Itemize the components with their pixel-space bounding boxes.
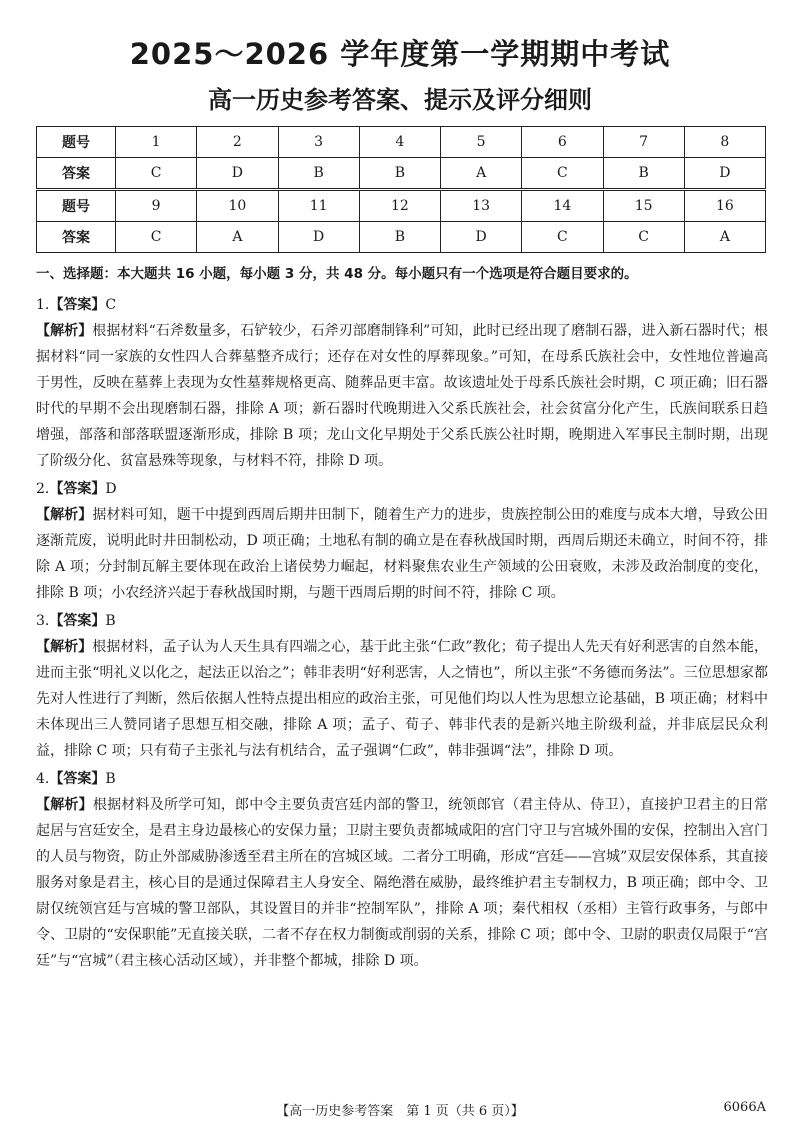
table-cell: B	[359, 158, 440, 190]
table-cell: C	[116, 158, 197, 190]
question-number: 2.	[36, 481, 50, 497]
table-cell: D	[278, 222, 359, 253]
table-cell: A	[684, 222, 765, 253]
table-cell: B	[603, 158, 684, 190]
table-cell: 8	[684, 127, 765, 158]
answer-letter: C	[105, 297, 117, 313]
answer-tag: 【答案】	[49, 481, 106, 497]
answer-letter: D	[105, 481, 117, 497]
table-cell: 9	[116, 190, 197, 222]
answer-letter: B	[105, 771, 116, 787]
table-row-answers-1	[37, 158, 766, 190]
question-number: 4.	[36, 771, 50, 787]
section-heading: 一、选择题：本大题共 16 小题，每小题 3 分，共 48 分。每小题只有一个选项是符合题目要求的。	[36, 266, 638, 282]
table-cell: 10	[197, 190, 278, 222]
table-cell: D	[197, 158, 278, 190]
table-cell: C	[522, 222, 603, 253]
table-cell: 15	[603, 190, 684, 222]
question-answer-line	[36, 292, 768, 318]
table-cell: 2	[197, 127, 278, 158]
document-code: 6066A	[723, 1100, 766, 1115]
page-subtitle: 高一历史参考答案、提示及评分细则	[208, 86, 592, 114]
table-cell: 3	[278, 127, 359, 158]
table-cell: 7	[603, 127, 684, 158]
answer-tag: 【答案】	[49, 771, 106, 787]
question-number: 1.	[36, 297, 50, 313]
answer-tag: 【答案】	[49, 297, 106, 313]
question-answer-line	[36, 608, 768, 634]
table-row-answers-2	[37, 222, 766, 253]
analysis-tag: 【解析】	[36, 507, 93, 523]
table-row-numbers-2	[37, 190, 766, 222]
analysis-text: 据材料可知，题干中提到西周后期井田制下，随着生产力的进步，贵族控制公田的难度与成本大增，导致公田逐渐荒废，说明此时井田制松动，D 项正确；土地私有制的确立是在春秋战国时期，西周后期还未确立，时间不符，排除 A 项；分封制瓦解主要体现在政治上诸侯势力崛起，材料聚焦农业生产领域的公田衰败，未涉及政治制度的变化，排除 B 项；小农经济兴起于春秋战国时期，与题干西周后期的时间不符，排除 C 项。	[36, 507, 769, 601]
page-title: 2025～2026 学年度第一学期期中考试	[129, 37, 671, 71]
table-cell: D	[684, 158, 765, 190]
question-answer-line	[36, 476, 768, 502]
answer-tag: 【答案】	[49, 613, 106, 629]
table-cell: 1	[116, 127, 197, 158]
analysis-text: 根据材料及所学可知，郎中令主要负责宫廷内部的警卫，统领郎官（君主侍从、侍卫），直接护卫君主的日常起居与宫廷安全，是君主身边最核心的安保力量；卫尉主要负责都城咸阳的宫门守卫与宫城外围的安保，控制出入宫门的人员与物资，防止外部威胁渗透至君主所在的宫城区域。二者分工明确，形成“宫廷——宫城”双层安保体系，其直接服务对象是君主，核心目的是通过保障君主人身安全、隔绝潜在威胁，最终维护君主专制权力，B 项正确；郎中令、卫尉仅统领宫廷与宫城的警卫部队，其设置目的并非“控制军队”，排除 A 项；秦代相权（丞相）主管行政事务，与郎中令、卫尉的“安保职能”无直接关联，二者不存在权力制衡或削弱的关系，排除 C 项；郎中令、卫尉的职责仅局限于“宫廷”与“宫城”（君主核心活动区域），并非整个都城，排除 D 项。	[36, 797, 769, 969]
table-cell: C	[603, 222, 684, 253]
question-answer-line	[36, 766, 768, 792]
table-cell: 4	[359, 127, 440, 158]
question-analysis	[36, 318, 768, 474]
table-cell: B	[359, 222, 440, 253]
table-cell: B	[278, 158, 359, 190]
table-cell: 11	[278, 190, 359, 222]
table-cell: 16	[684, 190, 765, 222]
label-number: 题号	[37, 190, 116, 222]
table-cell: 14	[522, 190, 603, 222]
analysis-text: 根据材料，孟子认为人天生具有四端之心，基于此主张“仁政”教化；荀子提出人先天有好利恶害的自然本能，进而主张“明礼义以化之，起法正以治之”；韩非表明“好利恶害，人之情也”，所以主张“不务德而务法”。三位思想家都先对人性进行了判断，然后依据人性特点提出相应的政治主张，可见他们均以人性为思想立论基础，B 项正确；材料中未体现出三人赞同诸子思想互相交融，排除 A 项；孟子、荀子、韩非代表的是新兴地主阶级利益，并非底层民众利益，排除 C 项；只有荀子主张礼与法有机结合，孟子强调“仁政”，韩非强调“法”，排除 D 项。	[36, 639, 769, 759]
question-analysis	[36, 502, 768, 606]
question-analysis	[36, 792, 768, 974]
table-cell: 6	[522, 127, 603, 158]
answer-table	[36, 126, 766, 253]
table-cell: 13	[441, 190, 522, 222]
table-row-numbers-1	[37, 127, 766, 158]
table-cell: A	[197, 222, 278, 253]
page-footer: 【高一历史参考答案 第 1 页（共 6 页）】	[276, 1104, 524, 1119]
label-number: 题号	[37, 127, 116, 158]
answer-letter: B	[105, 613, 116, 629]
table-cell: C	[522, 158, 603, 190]
analysis-tag: 【解析】	[36, 323, 93, 339]
label-answer: 答案	[37, 158, 116, 190]
label-answer: 答案	[37, 222, 116, 253]
table-cell: D	[441, 222, 522, 253]
table-cell: A	[441, 158, 522, 190]
analysis-tag: 【解析】	[36, 797, 93, 813]
table-cell: C	[116, 222, 197, 253]
table-cell: 12	[359, 190, 440, 222]
table-cell: 5	[441, 127, 522, 158]
question-analysis	[36, 634, 768, 764]
analysis-tag: 【解析】	[36, 639, 93, 655]
analysis-text: 根据材料“石斧数量多，石铲较少，石斧刃部磨制锋利”可知，此时已经出现了磨制石器，进入新石器时代；根据材料“同一家族的女性四人合葬墓整齐成行；还存在对女性的厚葬现象。”可知，在母系氏族社会中，女性地位普遍高于男性，反映在墓葬上表现为女性墓葬规格更高、随葬品更丰富。故该遗址处于母系氏族社会时期，C 项正确；旧石器时代的早期不会出现磨制石器，排除 A 项；新石器时代晚期进入父系氏族社会，社会贫富分化产生，氏族间联系日趋增强，部落和部落联盟逐渐形成，排除 B 项；龙山文化早期处于父系氏族公社时期，晚期进入军事民主制时期，出现了阶级分化、贫富悬殊等现象，与材料不符，排除 D 项。	[36, 323, 769, 469]
question-number: 3.	[36, 613, 50, 629]
explanations	[36, 290, 768, 974]
